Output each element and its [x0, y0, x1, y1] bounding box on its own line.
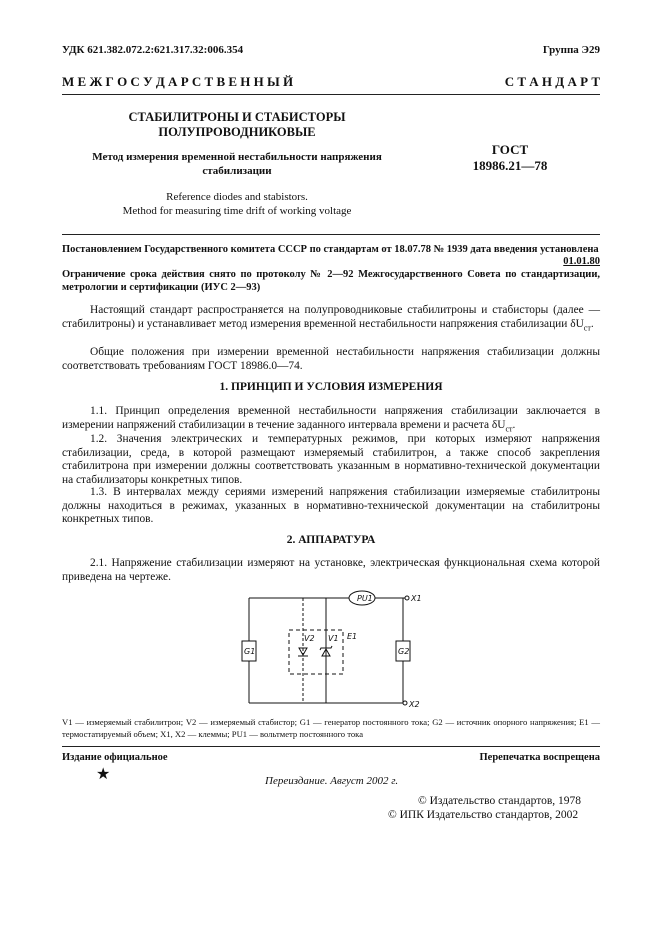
intro-p1-sub: ст [583, 322, 591, 332]
gost-label: ГОСТ [491, 142, 529, 157]
label-v2: V2 [304, 634, 315, 643]
s1-1-text: 1.1. Принцип определения временной нестабильности напряжения стабилизации заключается в измерении напряжений стабилизации в течение заданного интервала времени и расчета δU [62, 405, 600, 431]
gost-number: 18986.21—78 [472, 158, 548, 173]
title-main-line-1: СТАБИЛИТРОНЫ И СТАБИСТОРЫ [128, 110, 346, 124]
banner-word-2: С Т А Н Д А Р Т [504, 74, 600, 89]
title-en-line-1: Reference diodes and stabistors. [166, 191, 308, 203]
section-2-heading: 2. АППАРАТУРА [286, 534, 376, 546]
diagram-caption: V1 — измеряемый стабилитрон; V2 — измеряемый стабистор; G1 — генератор постоянного тока; G2 — источник опорного напряжения; E1 — термостатируемый объем; X1, X2 — клеммы; PU1 — вольтметр постоянного тока [62, 717, 600, 739]
group-code: Группа Э29 [542, 44, 600, 56]
section-1-2: 1.2. Значения электрических и температурных режимов, при которых измеряют напряжения стабилизации, среда, в которой размещают измеряемый стабилитрон, а также способ закрепления стабилитрона при измерении должны соответствовать указанным в нормативно-технической документации на стабилизаторы конкретных типов. [62, 433, 600, 486]
no-reprint-notice: Перепечатка воспрещена [479, 752, 600, 763]
x1-terminal [405, 596, 409, 600]
label-x1: X1 [411, 594, 422, 603]
s1-1-end: . [512, 418, 516, 431]
title-sub-line-1: Метод измерения временной нестабильности напряжения [92, 151, 382, 163]
s1-1-sub: ст [505, 423, 513, 433]
footer-divider [62, 746, 600, 747]
label-pu1: PU1 [357, 594, 373, 603]
section-1-3: 1.3. В интервалах между сериями измерений напряжения стабилизации измеряемые стабилитроны должны находиться в режимах, указанных в нормативно-технической документации на стабилитроны конкретных типов. [62, 486, 600, 526]
intro-paragraph-2: Общие положения при измерении временной нестабильности напряжения стабилизации должны соответствовать требованиям ГОСТ 18986.0—74. [62, 346, 600, 372]
udk-code: УДК 621.382.072.2:621.317.32:006.354 [62, 44, 244, 56]
x2-terminal [403, 701, 407, 705]
banner-word-1: М Е Ж Г О С У Д А Р С Т В Е Н Н Ы Й [62, 74, 294, 89]
copyright-2002: © ИПК Издательство стандартов, 2002 [388, 809, 579, 821]
decree-text: Постановлением Государственного комитета СССР по стандартам от 18.07.78 № 1939 дата введения установлена [62, 244, 599, 255]
label-g1: G1 [244, 647, 256, 656]
official-edition: Издание официальное [62, 752, 168, 763]
section-2-1: 2.1. Напряжение стабилизации измеряют на установке, электрическая функциональная схема которой приведена на чертеже. [62, 557, 600, 583]
intro-p1-text: Настоящий стандарт распространяется на полупроводниковые стабилитроны и стабисторы (далее — стабилитроны) и устанавливает метод измерения временной нестабильности напряжения стабилизации δU [62, 304, 600, 330]
label-g2: G2 [398, 647, 410, 656]
title-main-line-2: ПОЛУПРОВОДНИКОВЫЕ [158, 125, 316, 139]
reprint-note: Переиздание. Август 2002 г. [265, 775, 399, 787]
title-en-line-2: Method for measuring time drift of working voltage [122, 205, 352, 217]
title-sub-line-2: стабилизации [202, 165, 272, 177]
section-1-heading: 1. ПРИНЦИП И УСЛОВИЯ ИЗМЕРЕНИЯ [219, 381, 443, 393]
label-e1: E1 [347, 632, 358, 641]
star-icon: ★ [96, 766, 111, 783]
intro-p1-end: . [590, 317, 594, 330]
copyright-1978: © Издательство стандартов, 1978 [418, 795, 582, 807]
restriction-text: Ограничение срока действия снято по протоколу № 2—92 Межгосударственного Совета по стандартизации, метрологии и сертификации (ИУС 2—93) [62, 269, 600, 293]
label-x2: X2 [409, 700, 420, 709]
label-v1: V1 [328, 634, 339, 643]
decree-date: 01.01.80 [563, 256, 600, 267]
